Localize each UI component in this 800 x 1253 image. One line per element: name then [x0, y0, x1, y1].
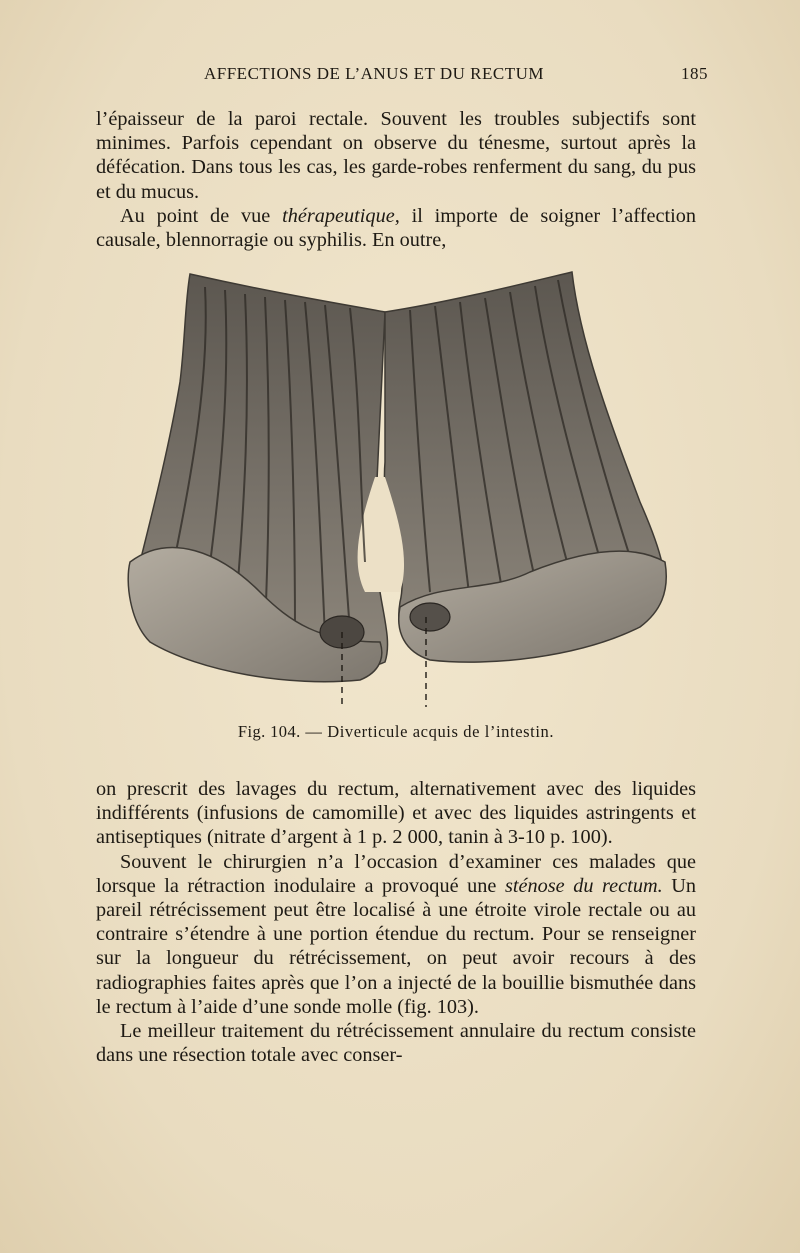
intestine-diverticulum-illustration [110, 262, 670, 712]
text-run: il importe de soigner l’affection causale, blennorragie ou syphilis. En outre, [96, 204, 697, 252]
caption-label: Fig. 104. [237, 722, 301, 741]
text-block-top [96, 107, 696, 252]
text-block-bottom [96, 777, 696, 1067]
figure-caption [96, 722, 696, 742]
paragraph-treatment: Le meilleur traitement du rétrécissement annulaire du rectum consiste dans une résection totale avec conser- [96, 1020, 696, 1067]
page-number: 185 [681, 64, 708, 83]
text-run: Souvent le chirurgien n’a l’occasion d’examiner ces malades que lorsque la rétraction inodulaire a provoqué une [96, 850, 696, 897]
paragraph-stenosis [96, 850, 696, 1019]
emphasis-stenose: sténose du rectum. [504, 874, 663, 897]
caption-text: — Diverticule acquis de l’intestin. [305, 722, 555, 741]
paragraph-therapeutic [96, 204, 696, 252]
emphasis-therapeutique: thérapeutique, [282, 204, 400, 227]
text-run: Au point de vue [120, 204, 283, 227]
text-run: Un pareil rétrécissement peut être localisé à une étroite virole rectale ou au contraire s’étendre à une portion étendue du rectum. Pour se renseigner sur la longueur du rétrécissement, on peut avoir recours à des radiographies faites après que l’on a injecté de la bouillie bismuthée dans le rectum à l’aide d’une sonde molle (fig. 103). [96, 874, 697, 1018]
figure-illustration [110, 262, 670, 712]
paragraph-symptoms: l’épaisseur de la paroi rectale. Souvent les troubles subjectifs sont minimes. Parfois cependant on observe du ténesme, surtout après la défécation. Dans tous les cas, les garde-robes renferment du sang, du pus et du mucus. [96, 108, 696, 203]
right-diverticulum-opening [410, 603, 450, 631]
page-header [96, 64, 708, 88]
paragraph-lavages: on prescrit des lavages du rectum, alternativement avec des liquides indifférents (infusions de camomille) et avec des liquides astringents et antiseptiques (nitrate d’argent à 1 p. 2 000, tanin à 3-10 p. 100). [96, 778, 696, 849]
running-head: AFFECTIONS DE L’ANUS ET DU RECTUM [204, 64, 544, 83]
